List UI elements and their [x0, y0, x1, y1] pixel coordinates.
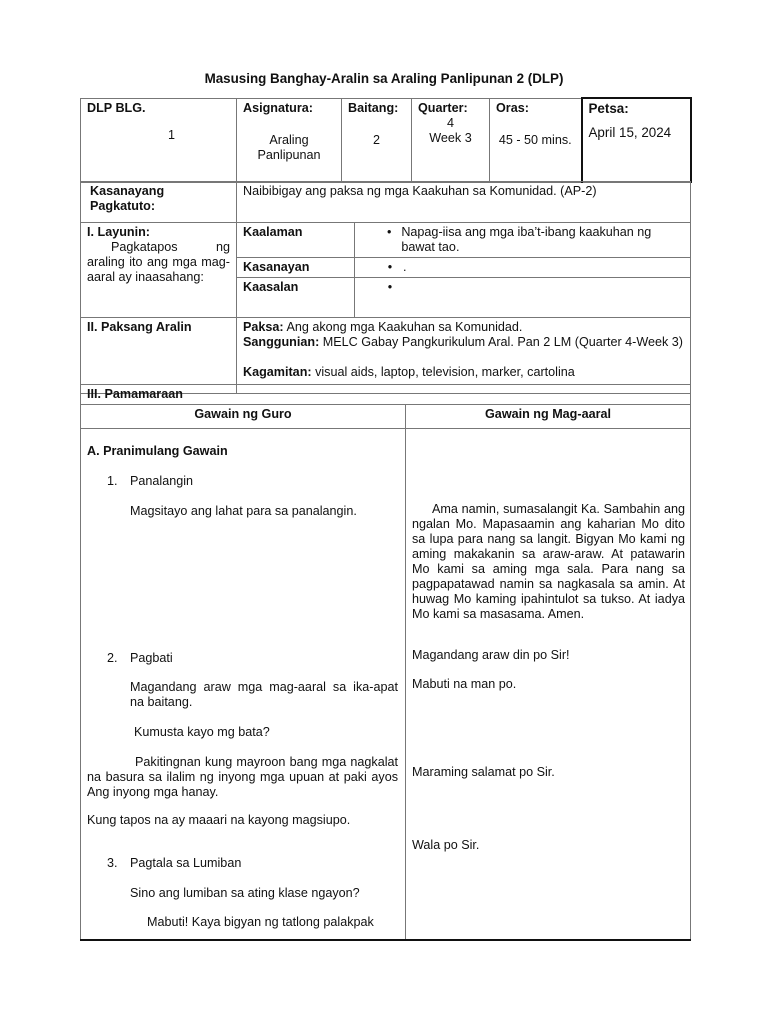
baitang-label: Baitang:: [348, 100, 399, 115]
item3-guro-2: Mabuti! Kaya bigyan ng tatlong palakpak: [147, 915, 374, 929]
item1-title: Panalangin: [130, 474, 194, 488]
kasanayan-label: Kasanayang Pagkatuto:: [81, 182, 237, 223]
document-title: Masusing Banghay-Aralin sa Araling Panlipunan 2 (DLP): [204, 71, 564, 86]
section-a-title: A. Pranimulang Gawain: [87, 444, 228, 458]
baitang-cell: [342, 98, 412, 182]
item2-guro-1: Magandang araw mga mag-aaral sa ika-apat na baitang.: [130, 680, 398, 709]
item1-student: Ama namin, sumasalangit Ka. Sambahin ang ngalan Mo. Mapasaamin ang kaharian Mo dito sa lupa para nang sa langit. Bigyan Mo kami ng aming makakanin sa araw-araw. At patawarin Mo kami sa aming mga sala. Para nang sa pagpapatawad namin sa nagkasala sa amin. At huwag Mo kaming ipahintulot sa tukso. At iadya Mo kami sa masasama. Amen.: [412, 502, 685, 621]
layunin-intro: Pagkatapos ng araling ito ang mga mag-aaral ay inaasahang:: [87, 240, 230, 284]
item2-student-3: Maraming salamat po Sir.: [412, 765, 555, 779]
oras-cell: [490, 98, 582, 182]
item2-guro-3: Pakitingnan kung mayroon bang mga nagkalat na basura sa ilalim ng inyong mga upuan at paki ayos Ang inyong mga hanay.: [87, 755, 398, 799]
kagamitan-line: [243, 365, 684, 380]
kasanayan-value: .: [403, 260, 407, 274]
item2-student-4: Wala po Sir.: [412, 838, 480, 852]
kaasalan-value: [399, 280, 403, 295]
objectives-table: [80, 181, 691, 394]
item1-num: 1.: [107, 474, 118, 488]
layunin-cell: [81, 223, 237, 318]
quarter-week: Week 3: [429, 130, 472, 145]
bullet-icon: •: [387, 280, 393, 294]
asignatura-label: Asignatura:: [243, 100, 313, 115]
sanggunian-value: MELC Gabay Pangkurikulum Aral. Pan 2 LM (Quarter 4-Week 3): [322, 335, 684, 349]
kagamitan-value: visual aids, laptop, television, marker, cartolina: [315, 365, 575, 379]
item2-student-1: Magandang araw din po Sir!: [412, 648, 570, 662]
bullet-icon: •: [387, 260, 393, 274]
student-activities: [406, 429, 691, 941]
dlp-cell: [81, 98, 237, 182]
pamamaraan-table: [80, 384, 691, 941]
kaalaman-cell: [355, 223, 691, 258]
col-mag-aaral-header: Gawain ng Mag-aaral: [406, 405, 691, 429]
kagamitan-label: Kagamitan:: [243, 365, 312, 379]
dlp-label: DLP BLG.: [87, 100, 146, 115]
oras-label: Oras:: [496, 100, 529, 115]
quarter-label: Quarter:: [418, 100, 468, 115]
kaalaman-label: Kaalaman: [237, 223, 355, 258]
kaalaman-value: Napag-iisa ang mga iba’t-ibang kaakuhan ng bawat tao.: [401, 225, 652, 254]
kasanayan-value: Naibibigay ang paksa ng mga Kaakuhan sa Komunidad. (AP-2): [237, 182, 691, 223]
item3-guro-1: Sino ang lumiban sa ating klase ngayon?: [130, 886, 360, 900]
item3-title: Pagtala sa Lumiban: [130, 856, 242, 870]
kaasalan-label: Kaasalan: [237, 278, 355, 318]
quarter-value: 4: [446, 115, 454, 130]
dlp-value: 1: [167, 127, 175, 142]
quarter-cell: [412, 98, 490, 182]
item3-num: 3.: [107, 856, 118, 870]
paksang-aralin-label: II. Paksang Aralin: [81, 318, 237, 394]
paksang-aralin-cell: [237, 318, 691, 394]
asignatura-cell: [237, 98, 342, 182]
guro-activities: [81, 429, 406, 941]
item2-num: 2.: [107, 651, 118, 665]
paksa-line: [243, 320, 684, 335]
item2-guro-2: Kumusta kayo mg bata?: [134, 725, 270, 739]
item2-student-2: Mabuti na man po.: [412, 677, 517, 691]
kaasalan-cell: [355, 278, 691, 318]
dlp-header-table: [80, 97, 692, 183]
col-guro-header: Gawain ng Guro: [81, 405, 406, 429]
asignatura-value: Araling Panlipunan: [257, 132, 321, 162]
paksa-label: Paksa:: [243, 320, 284, 334]
petsa-label: Petsa:: [588, 101, 629, 116]
pamamaraan-label: III. Pamamaraan: [81, 385, 691, 405]
petsa-cell: [582, 98, 691, 182]
item2-title: Pagbati: [130, 651, 173, 665]
sanggunian-label: Sanggunian:: [243, 335, 320, 349]
sanggunian-line: [243, 335, 684, 350]
layunin-label: I. Layunin:: [87, 225, 150, 239]
item1-guro: Magsitayo ang lahat para sa panalangin.: [130, 504, 357, 518]
kasanayan-cell: [355, 258, 691, 278]
baitang-value: 2: [372, 132, 380, 147]
item2-guro-4: Kung tapos na ay maaari na kayong magsiupo.: [87, 813, 351, 827]
petsa-value: April 15, 2024: [588, 125, 672, 140]
oras-value: 45 - 50 mins.: [498, 132, 572, 147]
paksa-value: Ang akong mga Kaakuhan sa Komunidad.: [286, 320, 523, 334]
kasanayan-label-2: Kasanayan: [237, 258, 355, 278]
bullet-icon: •: [386, 225, 392, 239]
